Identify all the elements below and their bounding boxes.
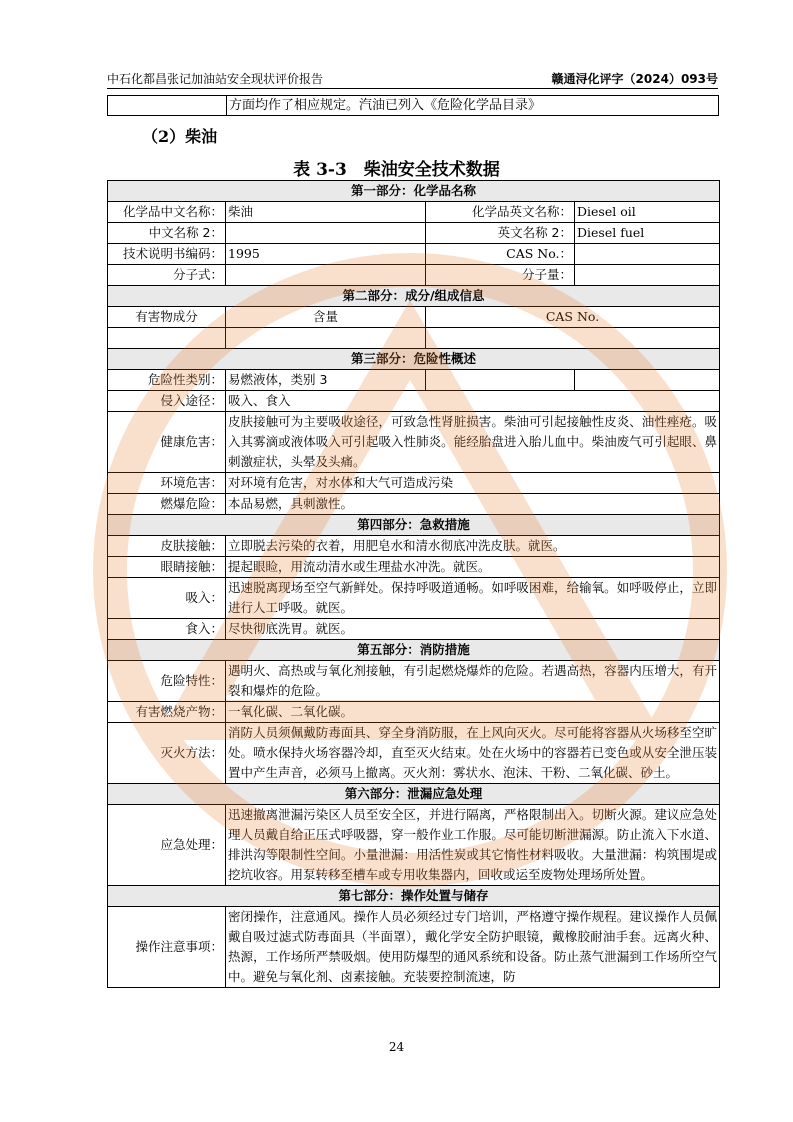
composition-col-cas: CAS No.: [426, 307, 720, 328]
en-name-value: Diesel oil: [575, 202, 720, 223]
mw-label: 分子量：: [426, 265, 575, 286]
mw-value: [575, 265, 720, 286]
table-title: 表 3-3 柴油安全技术数据: [293, 160, 500, 180]
fire-value: 本品易燃，具刺激性。: [226, 494, 720, 515]
eye-label: 眼睛接触：: [108, 557, 226, 578]
composition-empty-cell: [226, 328, 426, 349]
skin-value: 立即脱去污染的衣着，用肥皂水和清水彻底冲洗皮肤。就医。: [226, 536, 720, 557]
route-value: 吸入、食入: [226, 391, 720, 412]
emergency-label: 应急处理：: [108, 805, 226, 886]
eye-value: 提起眼睑，用流动清水或生理盐水冲洗。就医。: [226, 557, 720, 578]
tech-code-value: 1995: [226, 244, 426, 265]
fire-hazard-label: 危险特性：: [108, 661, 226, 702]
part1-heading: 第一部分：化学品名称: [108, 181, 720, 202]
continuation-text: 方面均作了相应规定。汽油已列入《危险化学品目录》: [226, 96, 541, 115]
cn-name-value: 柴油: [226, 202, 426, 223]
composition-col-content: 含量: [226, 307, 426, 328]
part3-heading: 第三部分：危险性概述: [108, 349, 720, 370]
part5-heading: 第五部分：消防措施: [108, 640, 720, 661]
cas-value: [575, 244, 720, 265]
en-name-label: 化学品英文名称：: [426, 202, 575, 223]
hazard-class-empty-cell: [426, 370, 575, 391]
env-value: 对环境有危害，对水体和大气可造成污染: [226, 473, 720, 494]
hazard-class-value: 易燃液体，类别 3: [226, 370, 426, 391]
part7-heading: 第七部分：操作处置与储存: [108, 886, 720, 907]
fire-label: 燃爆危险：: [108, 494, 226, 515]
extinguish-method-value: 消防人员须佩戴防毒面具、穿全身消防服，在上风向灭火。尽可能将容器从火场移至空旷处。喷水保持火场容器冷却，直至灭火结束。处在火场中的容器若已变色或从安全泄压装置中产生声音，必须马上撤离。灭火剂：雾状水、泡沫、干粉、二氧化碳、砂土。: [226, 723, 720, 784]
header-rule: [107, 88, 718, 89]
route-label: 侵入途径：: [108, 391, 226, 412]
operation-value: 密闭操作，注意通风。操作人员必须经过专门培训，严格遵守操作规程。建议操作人员佩戴自吸过滤式防毒面具（半面罩），戴化学安全防护眼镜，戴橡胶耐油手套。远离火种、热源，工作场所严禁吸烟。使用防爆型的通风系统和设备。防止蒸气泄漏到工作场所空气中。避免与氧化剂、卤素接触。充装要控制流速，防: [226, 907, 720, 988]
part4-heading: 第四部分：急救措施: [108, 515, 720, 536]
part6-heading: 第六部分：泄漏应急处理: [108, 784, 720, 805]
inhale-label: 吸入：: [108, 578, 226, 619]
cn-name2-value: [226, 223, 426, 244]
composition-empty-cell: [426, 328, 720, 349]
formula-label: 分子式：: [108, 265, 226, 286]
diesel-safety-table: [107, 180, 720, 988]
cn-name-label: 化学品中文名称：: [108, 202, 226, 223]
part2-heading: 第二部分：成分/组成信息: [108, 286, 720, 307]
hazard-class-label: 危险性类别：: [108, 370, 226, 391]
composition-empty-cell: [108, 328, 226, 349]
en-name2-label: 英文名称 2：: [426, 223, 575, 244]
emergency-value: 迅速撤离泄漏污染区人员至安全区，并进行隔离，严格限制出入。切断火源。建议应急处理人员戴自给正压式呼吸器，穿一般作业工作服。尽可能切断泄漏源。防止流入下水道、排洪沟等限制性空间。小量泄漏：用活性炭或其它惰性材料吸收。大量泄漏：构筑围堤或挖坑收容。用泵转移至槽车或专用收集器内，回收或运至废物处理场所处置。: [226, 805, 720, 886]
en-name2-value: Diesel fuel: [575, 223, 720, 244]
operation-label: 操作注意事项：: [108, 907, 226, 988]
fire-hazard-value: 遇明火、高热或与氧化剂接触，有引起燃烧爆炸的危险。若遇高热，容器内压增大，有开裂和爆炸的危险。: [226, 661, 720, 702]
ingest-label: 食入：: [108, 619, 226, 640]
env-label: 环境危害：: [108, 473, 226, 494]
formula-value: [226, 265, 426, 286]
health-value: 皮肤接触可为主要吸收途径，可致急性肾脏损害。柴油可引起接触性皮炎、油性痤疮。吸入其雾滴或液体吸入可引起吸入性肺炎。能经胎盘进入胎儿血中。柴油废气可引起眼、鼻刺激症状，头晕及头痛。: [226, 412, 720, 473]
combustion-products-label: 有害燃烧产物：: [108, 702, 226, 723]
header-document-title: 中石化都昌张记加油站安全现状评价报告: [107, 72, 324, 86]
combustion-products-value: 一氧化碳、二氧化碳。: [226, 702, 720, 723]
page-number: 24: [388, 1040, 405, 1054]
extinguish-method-label: 灭火方法：: [108, 723, 226, 784]
composition-col-ingredient: 有害物成分: [108, 307, 226, 328]
cn-name2-label: 中文名称 2：: [108, 223, 226, 244]
header-report-number: 赣通浔化评字（2024）093号: [551, 72, 718, 86]
tech-code-label: 技术说明书编码：: [108, 244, 226, 265]
ingest-value: 尽快彻底洗胃。就医。: [226, 619, 720, 640]
cas-label: CAS No.：: [426, 244, 575, 265]
skin-label: 皮肤接触：: [108, 536, 226, 557]
inhale-value: 迅速脱离现场至空气新鲜处。保持呼吸道通畅。如呼吸困难，给输氧。如呼吸停止，立即进行人工呼吸。就医。: [226, 578, 720, 619]
hazard-class-empty-cell: [575, 370, 720, 391]
continuation-table: [107, 95, 719, 116]
section-title: （2）柴油: [142, 127, 218, 146]
health-label: 健康危害：: [108, 412, 226, 473]
